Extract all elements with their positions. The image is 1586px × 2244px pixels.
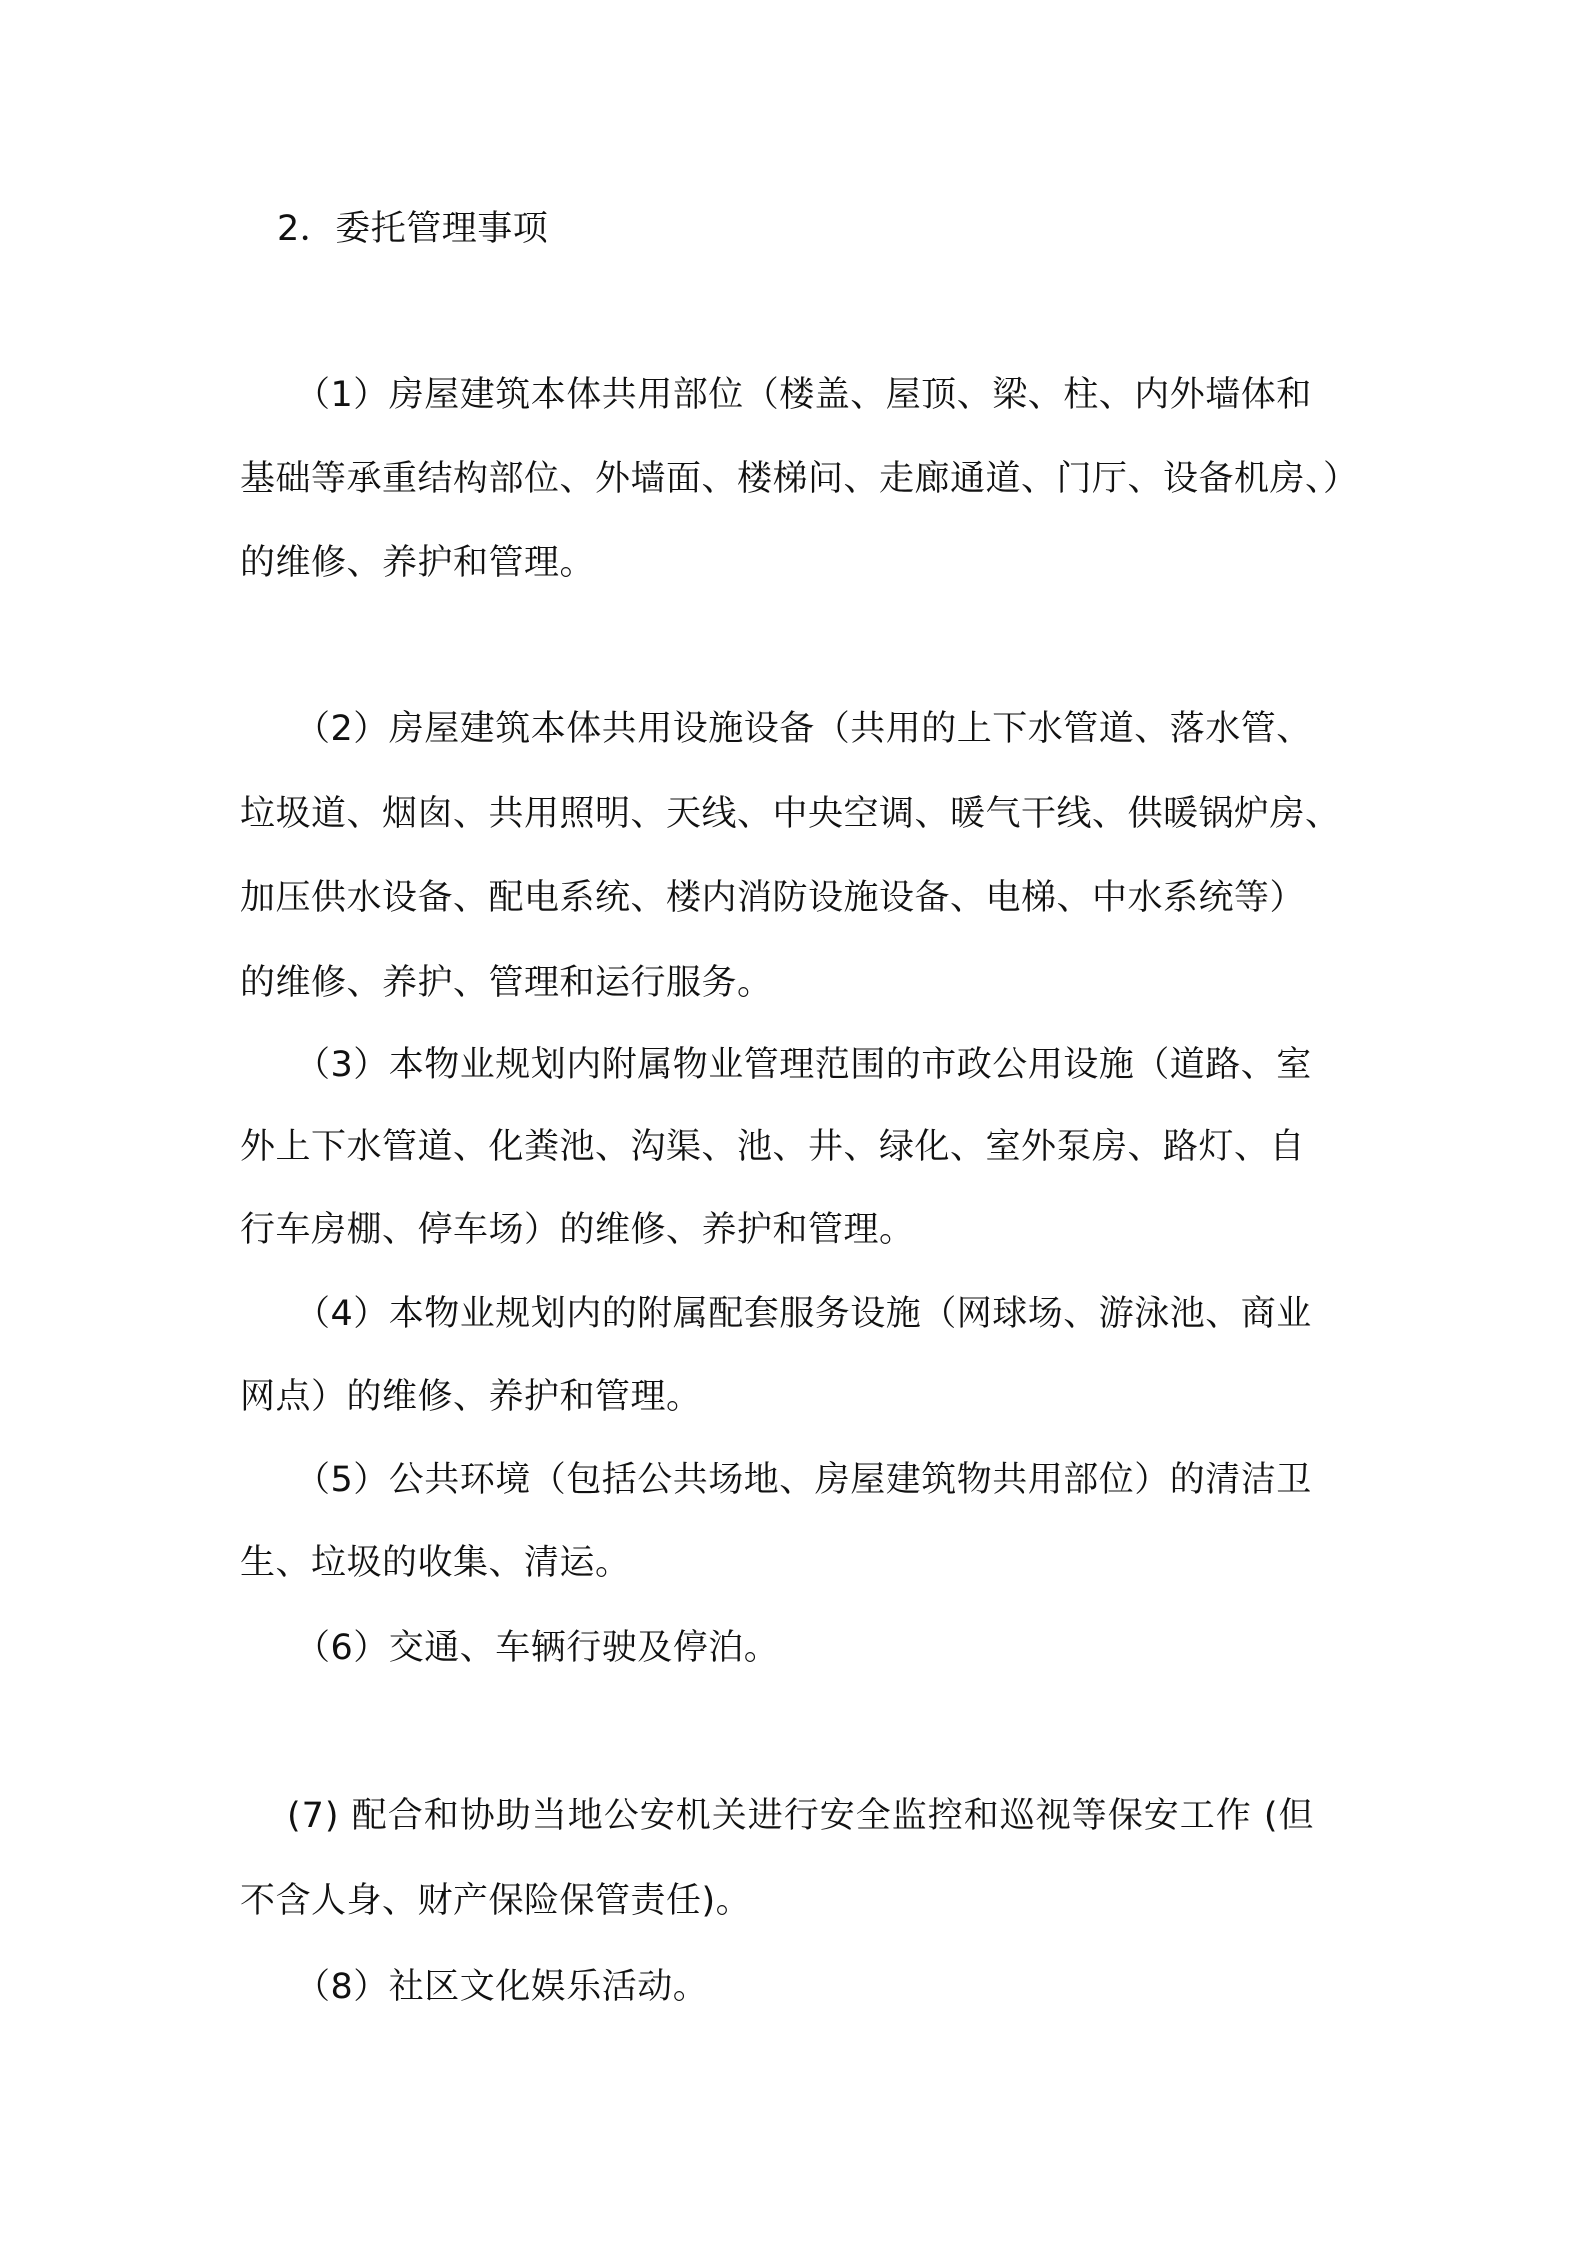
item-6-line-1: （6）交通、车辆行驶及停泊。 (295, 1628, 780, 1668)
item-2-line-2: 垃圾道、烟囱、共用照明、天线、中央空调、暖气干线、供暖锅炉房、 (240, 794, 1341, 834)
item-4-line-1: （4）本物业规划内的附属配套服务设施（网球场、游泳池、商业 (295, 1294, 1312, 1334)
item-5-line-2: 生、垃圾的收集、清运。 (240, 1543, 631, 1583)
item-1-line-2: 基础等承重结构部位、外墙面、楼梯问、走廊通道、门厅、设备机房、） (240, 459, 1359, 499)
item-3-line-3: 行车房棚、停车场）的维修、养护和管理。 (240, 1210, 915, 1250)
item-1-line-3: 的维修、养护和管理。 (240, 543, 596, 583)
item-2-line-3: 加压供水设备、配电系统、楼内消防设施设备、电梯、中水系统等） (240, 878, 1306, 918)
item-8-line-1: （8）社区文化娱乐活动。 (295, 1967, 709, 2007)
item-3-line-1: （3）本物业规划内附属物业管理范围的市政公用设施（道路、室 (295, 1045, 1312, 1085)
item-2-line-4: 的维修、养护、管理和运行服务。 (240, 963, 773, 1003)
item-7-line-1: (7) 配合和协助当地公安机关进行安全监控和巡视等保安工作 (但 (287, 1796, 1315, 1836)
item-7-line-2: 不含人身、财产保险保管责任)。 (240, 1881, 752, 1921)
item-3-line-2: 外上下水管道、化粪池、沟渠、池、井、绿化、室外泵房、路灯、自 (240, 1127, 1306, 1167)
item-4-line-2: 网点）的维修、养护和管理。 (240, 1377, 702, 1417)
item-2-line-1: （2）房屋建筑本体共用设施设备（共用的上下水管道、落水管、 (295, 709, 1312, 749)
item-1-line-1: （1）房屋建筑本体共用部位（楼盖、屋顶、梁、柱、内外墙体和 (295, 375, 1312, 415)
section-heading: 2．委托管理事项 (277, 209, 549, 249)
item-5-line-1: （5）公共环境（包括公共场地、房屋建筑物共用部位）的清洁卫 (295, 1460, 1312, 1500)
